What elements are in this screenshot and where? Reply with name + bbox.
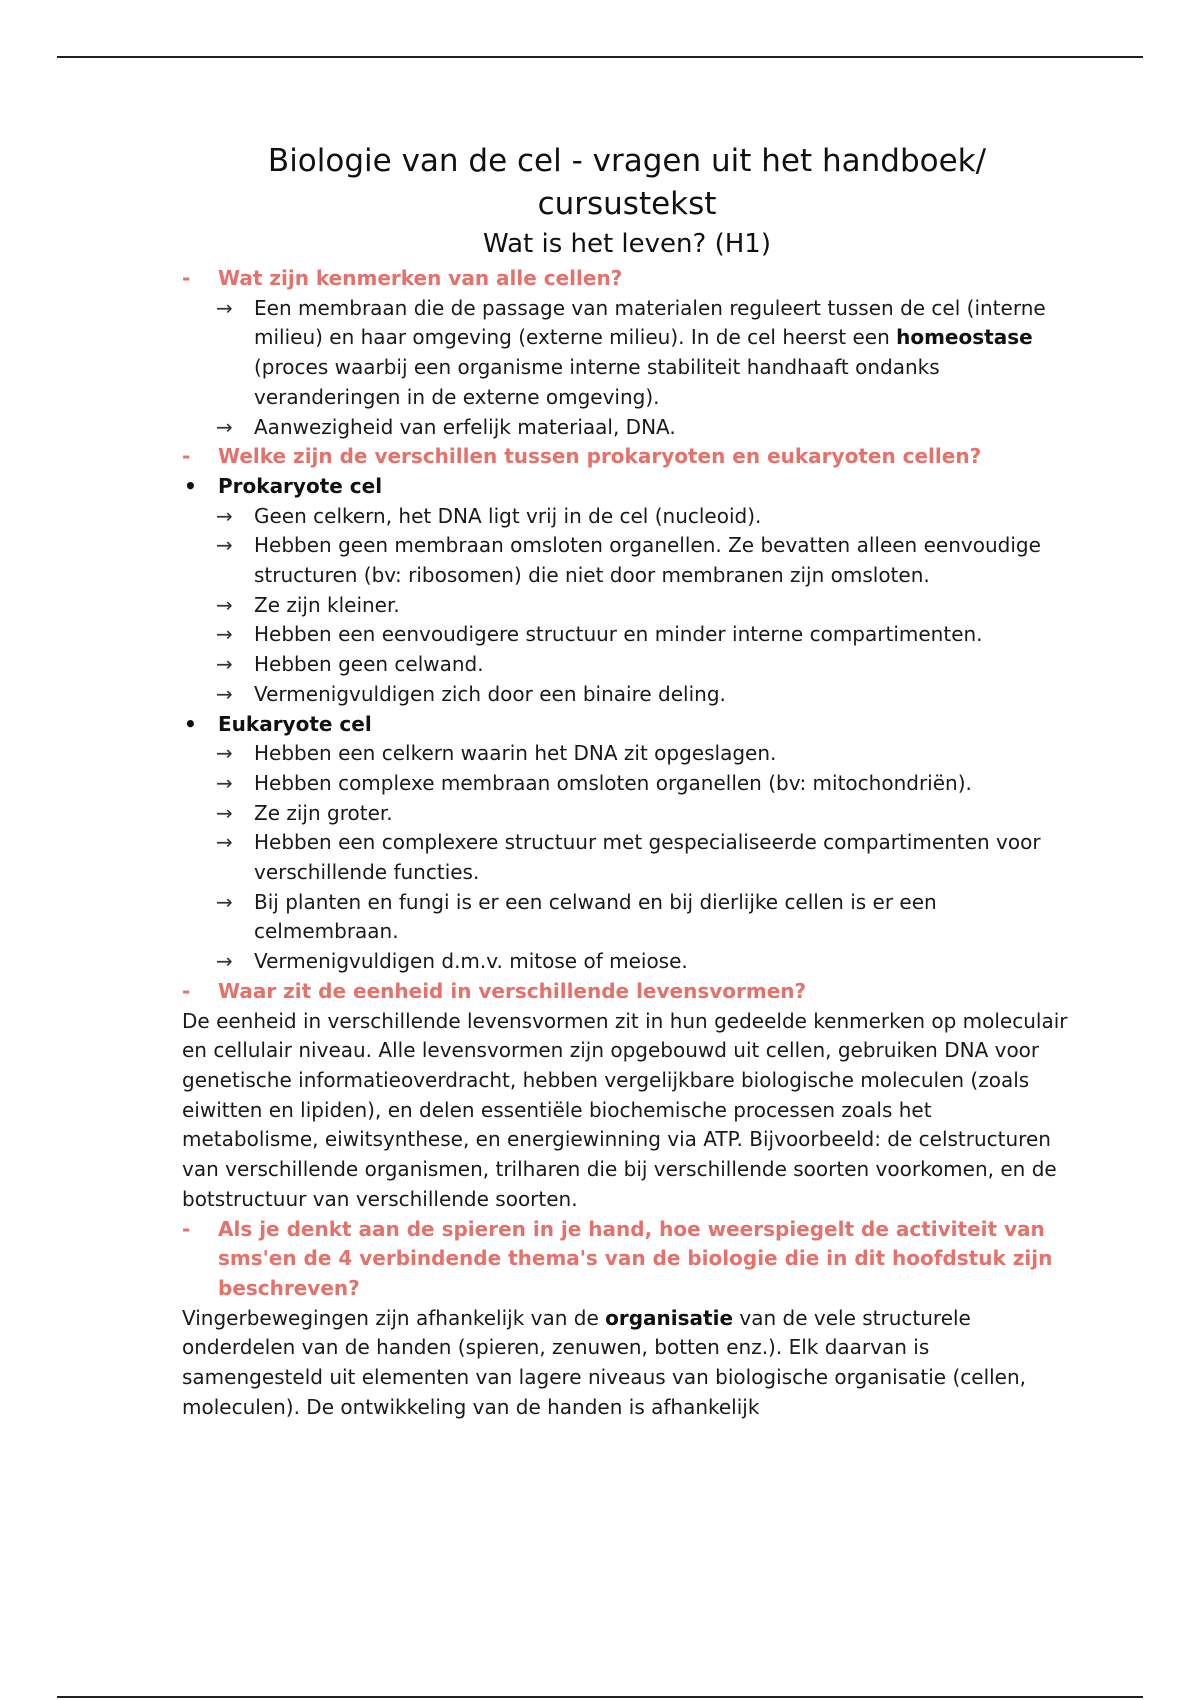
eukaryote-item: Bij planten en fungi is er een celwand en bij dierlijke cellen is er een celmembraan. (254, 889, 937, 944)
dash-bullet: - (182, 444, 191, 469)
eukaryote-heading (182, 710, 1072, 740)
eukaryote-item: Ze zijn groter. (254, 800, 393, 825)
prokaryote-item: Hebben geen membraan omsloten organellen. Ze bevatten alleen eenvoudige structuren (bv: ribosomen) die niet door membranen zijn omsloten. (254, 533, 1041, 588)
list-item (182, 502, 1072, 532)
term-organisatie: organisatie (605, 1305, 734, 1330)
question-4-text: Als je denkt aan de spieren in je hand, hoe weerspiegelt de activiteit van sms'en de 4 verbindende thema's van de biologie die in dit hoofdstuk zijn beschreven? (218, 1216, 1053, 1300)
list-item (182, 294, 1072, 413)
list-item (182, 828, 1072, 887)
q1-answer-1-part1: Een membraan die de passage van materialen reguleert tussen de cel (interne milieu) en haar omgeving (externe milieu). In de cel heerst een (254, 295, 1046, 350)
footer-rule (57, 1696, 1143, 1698)
list-item (182, 739, 1072, 769)
prokaryote-heading-text: Prokaryote cel (218, 473, 383, 498)
bullet-icon: • (184, 711, 197, 736)
prokaryote-item: Ze zijn kleiner. (254, 592, 400, 617)
list-item (182, 680, 1072, 710)
arrow-icon: → (216, 622, 233, 647)
arrow-icon: → (216, 949, 233, 974)
prokaryote-item: Hebben een eenvoudigere structuur en minder interne compartimenten. (254, 622, 983, 647)
list-item (182, 620, 1072, 650)
q4-answer-part1: Vingerbewegingen zijn afhankelijk van de (182, 1305, 606, 1330)
arrow-icon: → (216, 533, 233, 558)
chapter-subtitle: Wat is het leven? (H1) (483, 229, 771, 259)
eukaryote-item: Hebben complexe membraan omsloten organellen (bv: mitochondriën). (254, 770, 972, 795)
question-1-text: Wat zijn kenmerken van alle cellen? (218, 266, 623, 290)
q1-answer-2: Aanwezigheid van erfelijk materiaal, DNA. (254, 414, 676, 439)
arrow-icon: → (216, 414, 233, 439)
question-2 (182, 442, 1072, 472)
bullet-icon: • (184, 473, 197, 498)
question-2-text: Welke zijn de verschillen tussen prokaryoten en eukaryoten cellen? (218, 444, 982, 469)
list-item (182, 888, 1072, 947)
arrow-icon: → (216, 889, 233, 914)
list-item (182, 413, 1072, 443)
question-1 (182, 264, 1072, 294)
list-item (182, 650, 1072, 680)
arrow-icon: → (216, 770, 233, 795)
question-3 (182, 977, 1072, 1007)
term-homeostase: homeostase (896, 325, 1033, 350)
eukaryote-item: Hebben een complexere structuur met gespecialiseerde compartimenten voor verschillende functies. (254, 830, 1041, 885)
list-item (182, 769, 1072, 799)
question-4-answer (182, 1304, 1072, 1423)
dash-bullet: - (182, 1216, 191, 1241)
arrow-icon: → (216, 295, 233, 320)
q1-answer-1-part2: (proces waarbij een organisme interne stabiliteit handhaaft ondanks veranderingen in de externe omgeving). (254, 355, 940, 409)
prokaryote-item: Hebben geen celwand. (254, 652, 484, 677)
question-4 (182, 1215, 1072, 1304)
arrow-icon: → (216, 503, 233, 528)
prokaryote-item: Vermenigvuldigen zich door een binaire deling. (254, 681, 726, 706)
prokaryote-item: Geen celkern, het DNA ligt vrij in de cel (nucleoid). (254, 503, 762, 528)
question-3-text: Waar zit de eenheid in verschillende levensvormen? (218, 978, 807, 1003)
list-item (182, 591, 1072, 621)
dash-bullet: - (182, 266, 191, 290)
list-item (182, 947, 1072, 977)
arrow-icon: → (216, 800, 233, 825)
dash-bullet: - (182, 978, 191, 1003)
arrow-icon: → (216, 681, 233, 706)
prokaryote-heading (182, 472, 1072, 502)
arrow-icon: → (216, 592, 233, 617)
eukaryote-item: Vermenigvuldigen d.m.v. mitose of meiose. (254, 949, 688, 974)
arrow-icon: → (216, 652, 233, 677)
question-3-answer: De eenheid in verschillende levensvormen zit in hun gedeelde kenmerken op moleculair en cellulair niveau. Alle levensvormen zijn opgebouwd uit cellen, gebruiken DNA voor genetische informatieoverdracht, hebben vergelijkbare biologische moleculen (zoals eiwitten en lipiden), en delen essentiële biochemische processen zoals het metabolisme, eiwitsynthese, en energiewinning via ATP. Bijvoorbeeld: de celstructuren van verschillende organismen, trilharen die bij verschillende soorten voorkomen, en de botstructuur van verschillende soorten. (182, 1008, 1068, 1211)
arrow-icon: → (216, 741, 233, 766)
eukaryote-item: Hebben een celkern waarin het DNA zit opgeslagen. (254, 741, 777, 766)
header-rule (57, 56, 1143, 58)
eukaryote-heading-text: Eukaryote cel (218, 711, 372, 736)
list-item (182, 799, 1072, 829)
arrow-icon: → (216, 830, 233, 855)
document-title: Biologie van de cel - vragen uit het handboek/ cursustekst (267, 143, 987, 222)
q4-answer-part2: van de vele structurele onderdelen van de handen (spieren, zenuwen, botten enz.). Elk daarvan is samengesteld uit elementen van lagere niveaus van biologische organisatie (cellen, moleculen). De ontwikkeling van de handen is afhankelijk (182, 1305, 1027, 1419)
list-item (182, 531, 1072, 590)
document-body (182, 140, 1072, 1422)
